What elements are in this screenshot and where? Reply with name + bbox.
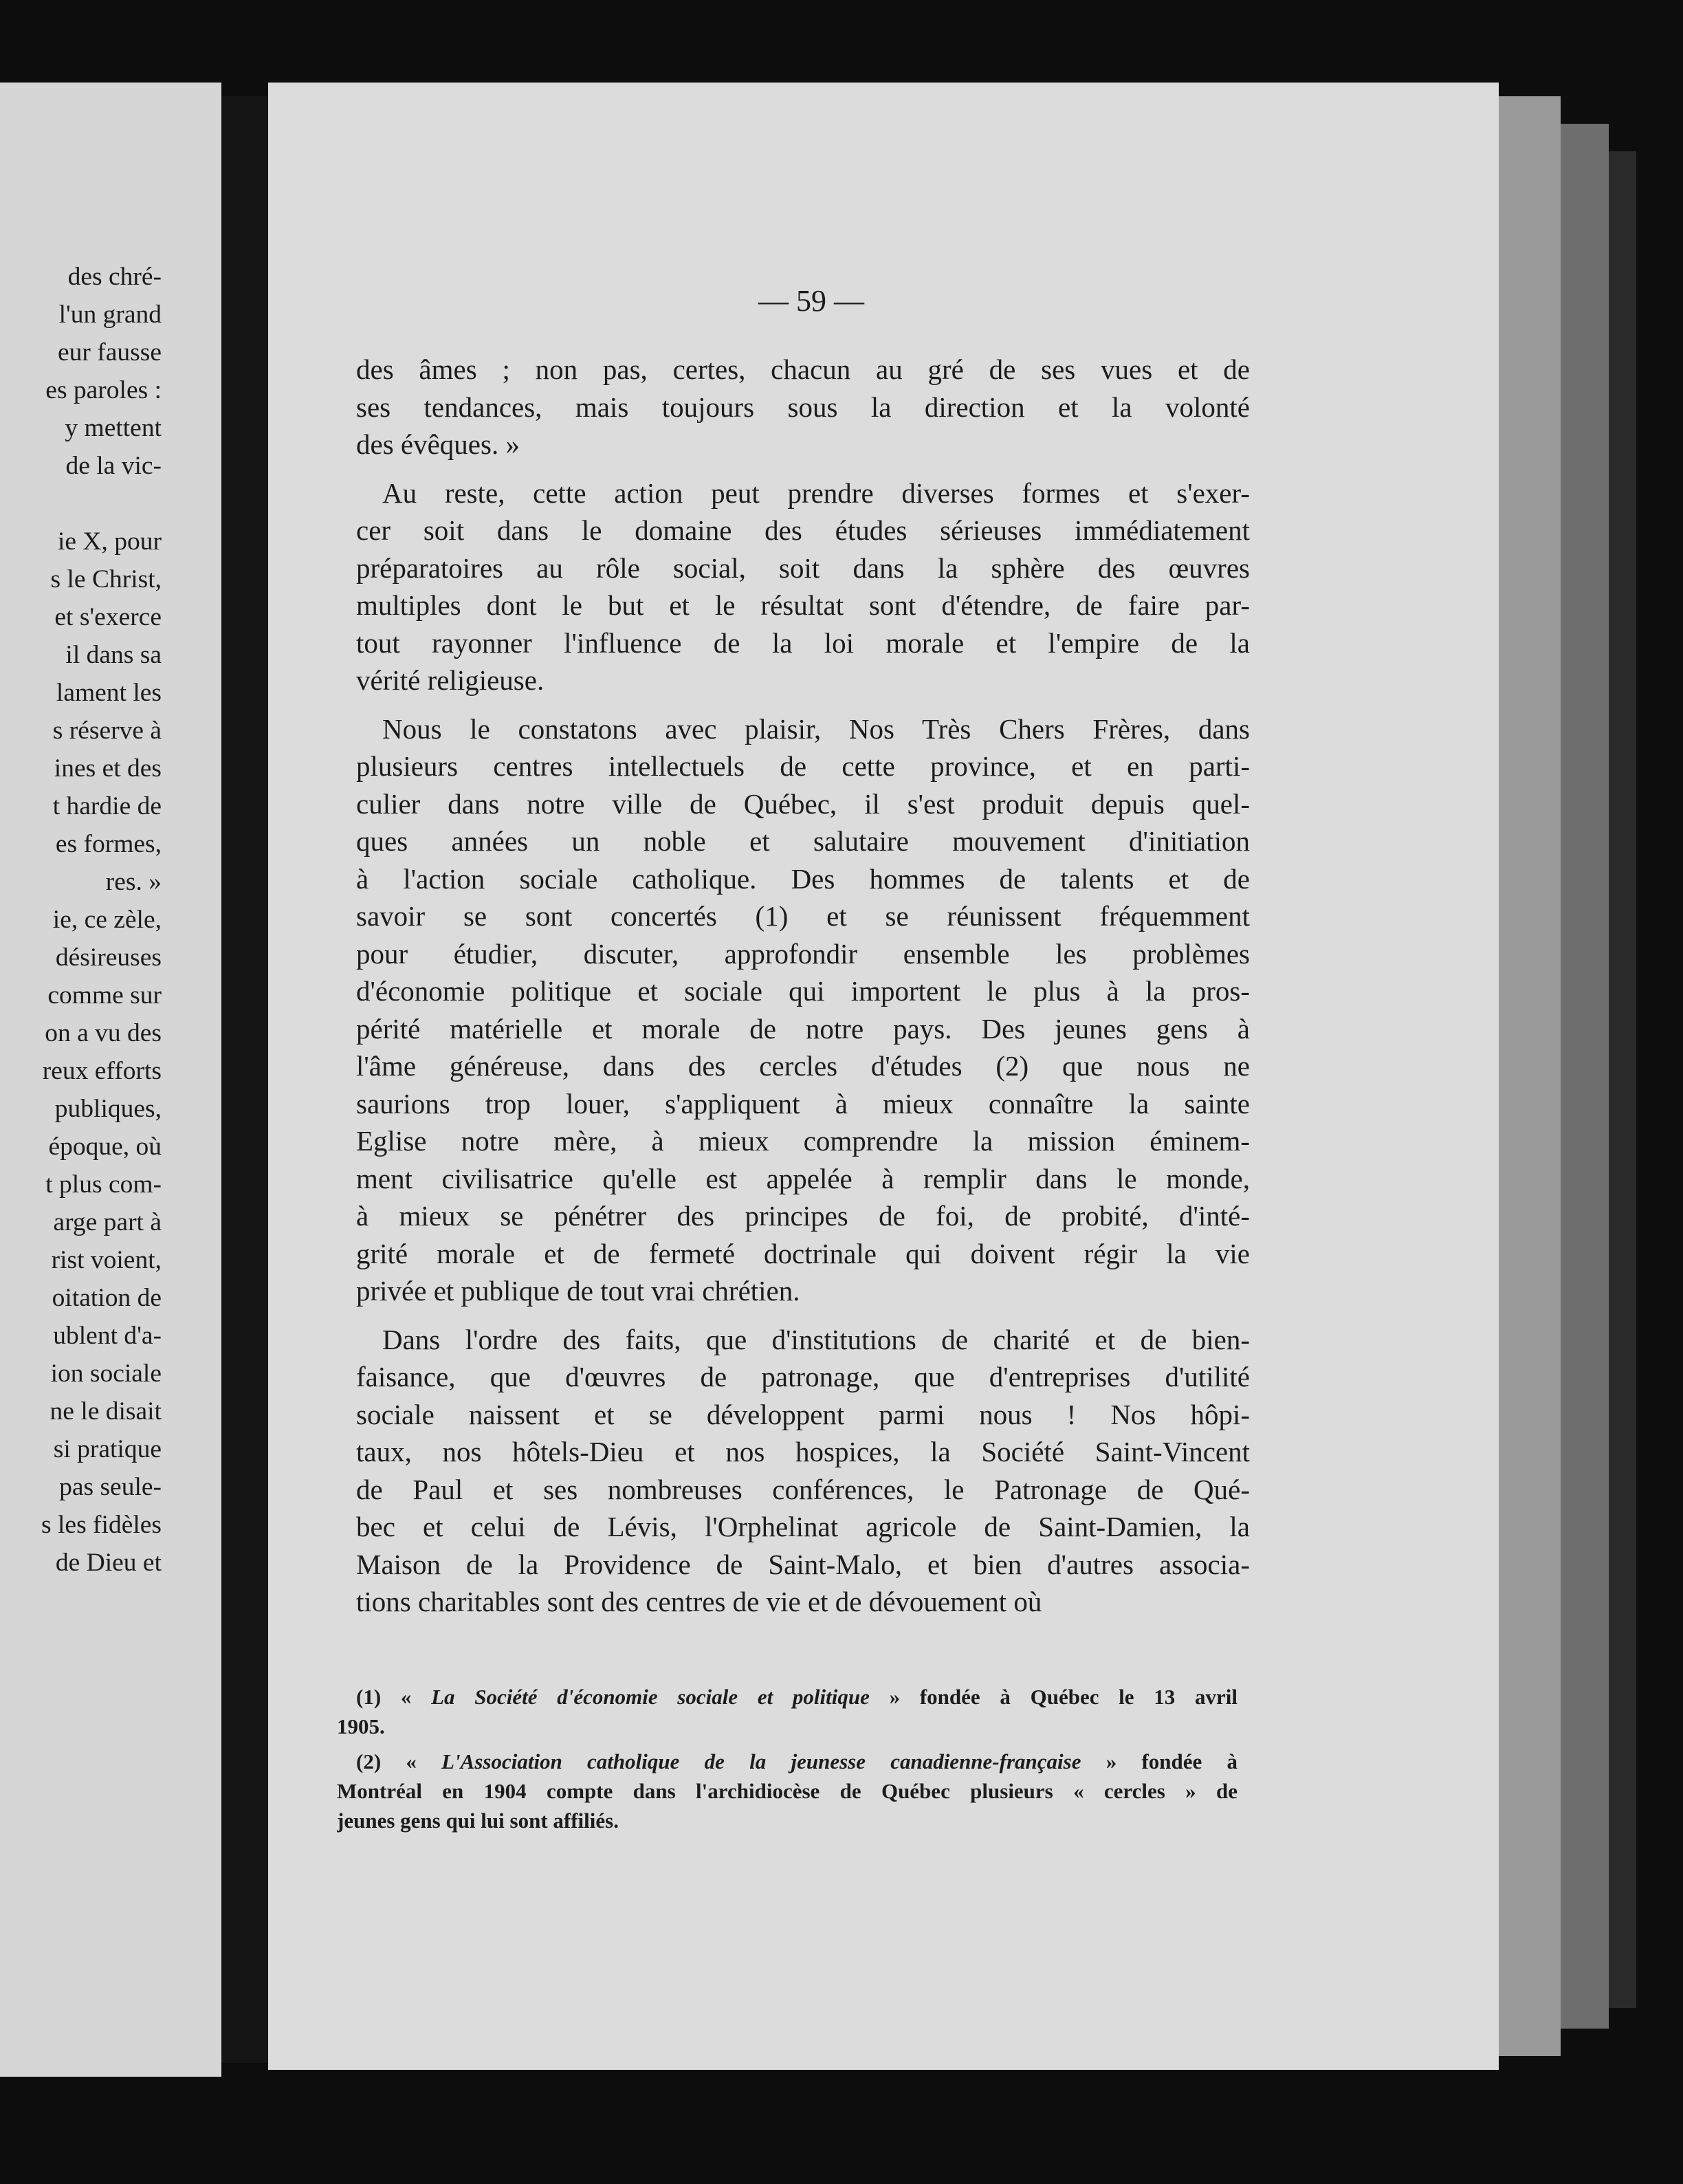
body-text <box>356 351 1250 1621</box>
left-page-line: s le Christ, <box>50 565 162 593</box>
body-line: des âmes ; non pas, certes, chacun au gré de ses vues et de <box>356 353 1250 385</box>
body-line: Nous le constatons avec plaisir, Nos Très Chers Frères, dans <box>382 712 1250 745</box>
footnote-marker: (2) « <box>356 1749 442 1773</box>
body-line: grité morale et de fermeté doctrinale qui doivent régir la vie <box>356 1237 1250 1269</box>
left-page-line: ie X, pour <box>57 527 162 556</box>
left-page-line: arge part à <box>53 1208 162 1236</box>
left-page-line: de Dieu et <box>55 1549 162 1577</box>
body-line: multiples dont le but et le résultat sont d'étendre, de faire par- <box>356 589 1250 621</box>
left-page-line: ines et des <box>54 754 162 783</box>
body-line: faisance, que d'œuvres de patronage, que d'entreprises d'utilité <box>356 1361 1250 1393</box>
footnote-line <box>337 1747 1238 1776</box>
body-line: cer soit dans le domaine des études sérieuses immédiatement <box>356 514 1250 546</box>
body-line: de Paul et ses nombreuses conférences, le Patronage de Qué- <box>356 1473 1250 1505</box>
left-page-line: publiques, <box>54 1095 162 1123</box>
left-page-line: s réserve à <box>52 717 162 745</box>
left-page-line: oitation de <box>52 1284 162 1312</box>
left-page-line: de la vic- <box>65 452 162 480</box>
left-page-line: il dans sa <box>65 641 162 669</box>
footnote-text: » fondée à Québec le 13 avril <box>869 1685 1238 1709</box>
left-page-line: lament les <box>56 679 162 707</box>
body-line: tions charitables sont des centres de vie et de dévouement où <box>356 1586 1042 1617</box>
footnote-text: » fondée à <box>1081 1749 1238 1773</box>
left-page-line: t plus com- <box>45 1170 162 1199</box>
footnotes <box>337 1682 1238 1835</box>
body-line: culier dans notre ville de Québec, il s'est produit depuis quel- <box>356 787 1250 820</box>
body-line: plusieurs centres intellectuels de cette province, et en parti- <box>356 750 1250 782</box>
left-page-text <box>0 258 162 1582</box>
body-line: à l'action sociale catholique. Des hommes de talents et de <box>356 862 1250 895</box>
footnote-line <box>337 1682 1238 1712</box>
page-number: — 59 — <box>758 284 864 318</box>
footnote-marker: (1) « <box>356 1685 432 1709</box>
left-page-line: ne le disait <box>50 1397 162 1426</box>
body-line: Maison de la Providence de Saint-Malo, et bien d'autres associa- <box>356 1548 1250 1580</box>
footnote-title: La Société d'économie sociale et politique <box>431 1685 870 1709</box>
left-page-line: et s'exerce <box>54 603 162 631</box>
paragraph-gap <box>356 1310 1250 1321</box>
body-line: Dans l'ordre des faits, que d'institutions de charité et de bien- <box>382 1323 1250 1355</box>
footnote-line: jeunes gens qui lui sont affiliés. <box>337 1809 619 1833</box>
body-line: sociale naissent et se développent parmi nous ! Nos hôpi- <box>356 1398 1250 1430</box>
body-line: périté matérielle et morale de notre pays. Des jeunes gens à <box>356 1012 1250 1045</box>
left-page-line: on a vu des <box>45 1019 162 1047</box>
left-page-line: ublent d'a- <box>53 1322 162 1350</box>
body-line: saurions trop louer, s'appliquent à mieux connaître la sainte <box>356 1087 1250 1120</box>
left-page-line: si pratique <box>53 1435 162 1463</box>
left-page-line: es formes, <box>55 830 162 858</box>
book-gutter <box>221 96 268 2063</box>
paragraph-gap <box>356 463 1250 474</box>
left-page-line: ion sociale <box>50 1359 162 1388</box>
page-edge <box>1499 96 1561 2056</box>
footnote-line: Montréal en 1904 compte dans l'archidiocèse de Québec plusieurs « cercles » de <box>337 1779 1238 1803</box>
left-page-line: res. » <box>105 868 162 896</box>
left-page-line: eur fausse <box>58 338 162 367</box>
left-page-line: l'un grand <box>58 301 162 329</box>
left-page-line: époque, où <box>48 1133 162 1161</box>
paragraph-gap <box>0 485 162 523</box>
left-page-line: reux efforts <box>42 1057 162 1085</box>
body-line: bec et celui de Lévis, l'Orphelinat agricole de Saint-Damien, la <box>356 1511 1250 1542</box>
left-page-line: t hardie de <box>52 792 162 820</box>
body-line: préparatoires au rôle social, soit dans la sphère des œuvres <box>356 552 1250 584</box>
body-line: Au reste, cette action peut prendre diverses formes et s'exer- <box>382 477 1250 509</box>
left-page-line: comme sur <box>47 981 162 1009</box>
body-line: savoir se sont concertés (1) et se réunissent fréquemment <box>356 900 1250 932</box>
body-line: l'âme généreuse, dans des cercles d'études (2) que nous ne <box>356 1050 1250 1082</box>
left-page-line: y mettent <box>65 414 162 442</box>
body-line: ment civilisatrice qu'elle est appelée à remplir dans le monde, <box>356 1162 1250 1194</box>
body-line: ques années un noble et salutaire mouvement d'initiation <box>356 825 1250 857</box>
left-page-line: s les fidèles <box>41 1511 162 1539</box>
footnote-title: L'Association catholique de la jeunesse canadienne-française <box>441 1749 1081 1773</box>
footnote-gap <box>337 1741 1238 1747</box>
body-line: des évêques. » <box>356 428 520 460</box>
body-line: à mieux se pénétrer des principes de foi, de probité, d'inté- <box>356 1200 1250 1232</box>
left-page-line: rist voient, <box>51 1246 162 1274</box>
body-line: taux, nos hôtels-Dieu et nos hospices, la Société Saint-Vincent <box>356 1436 1250 1467</box>
body-line: d'économie politique et sociale qui importent le plus à la pros- <box>356 975 1250 1007</box>
body-line: pour étudier, discuter, approfondir ensemble les problèmes <box>356 937 1250 970</box>
left-page-line: des chré- <box>67 263 162 291</box>
paragraph-gap <box>356 699 1250 710</box>
body-line: tout rayonner l'influence de la loi morale et l'empire de la <box>356 626 1250 659</box>
body-line: Eglise notre mère, à mieux comprendre la mission éminem- <box>356 1125 1250 1157</box>
body-line: ses tendances, mais toujours sous la direction et la volonté <box>356 391 1250 423</box>
left-page-line: pas seule- <box>59 1473 162 1501</box>
page-edge <box>1609 151 1636 2008</box>
body-line: vérité religieuse. <box>356 664 544 696</box>
footnote-line: 1905. <box>337 1714 385 1738</box>
left-page-line: désireuses <box>55 943 162 972</box>
body-line: privée et publique de tout vrai chrétien. <box>356 1275 800 1307</box>
left-page-line: es paroles : <box>45 376 162 404</box>
page-edge <box>1561 124 1609 2029</box>
left-page-line: ie, ce zèle, <box>52 906 162 934</box>
